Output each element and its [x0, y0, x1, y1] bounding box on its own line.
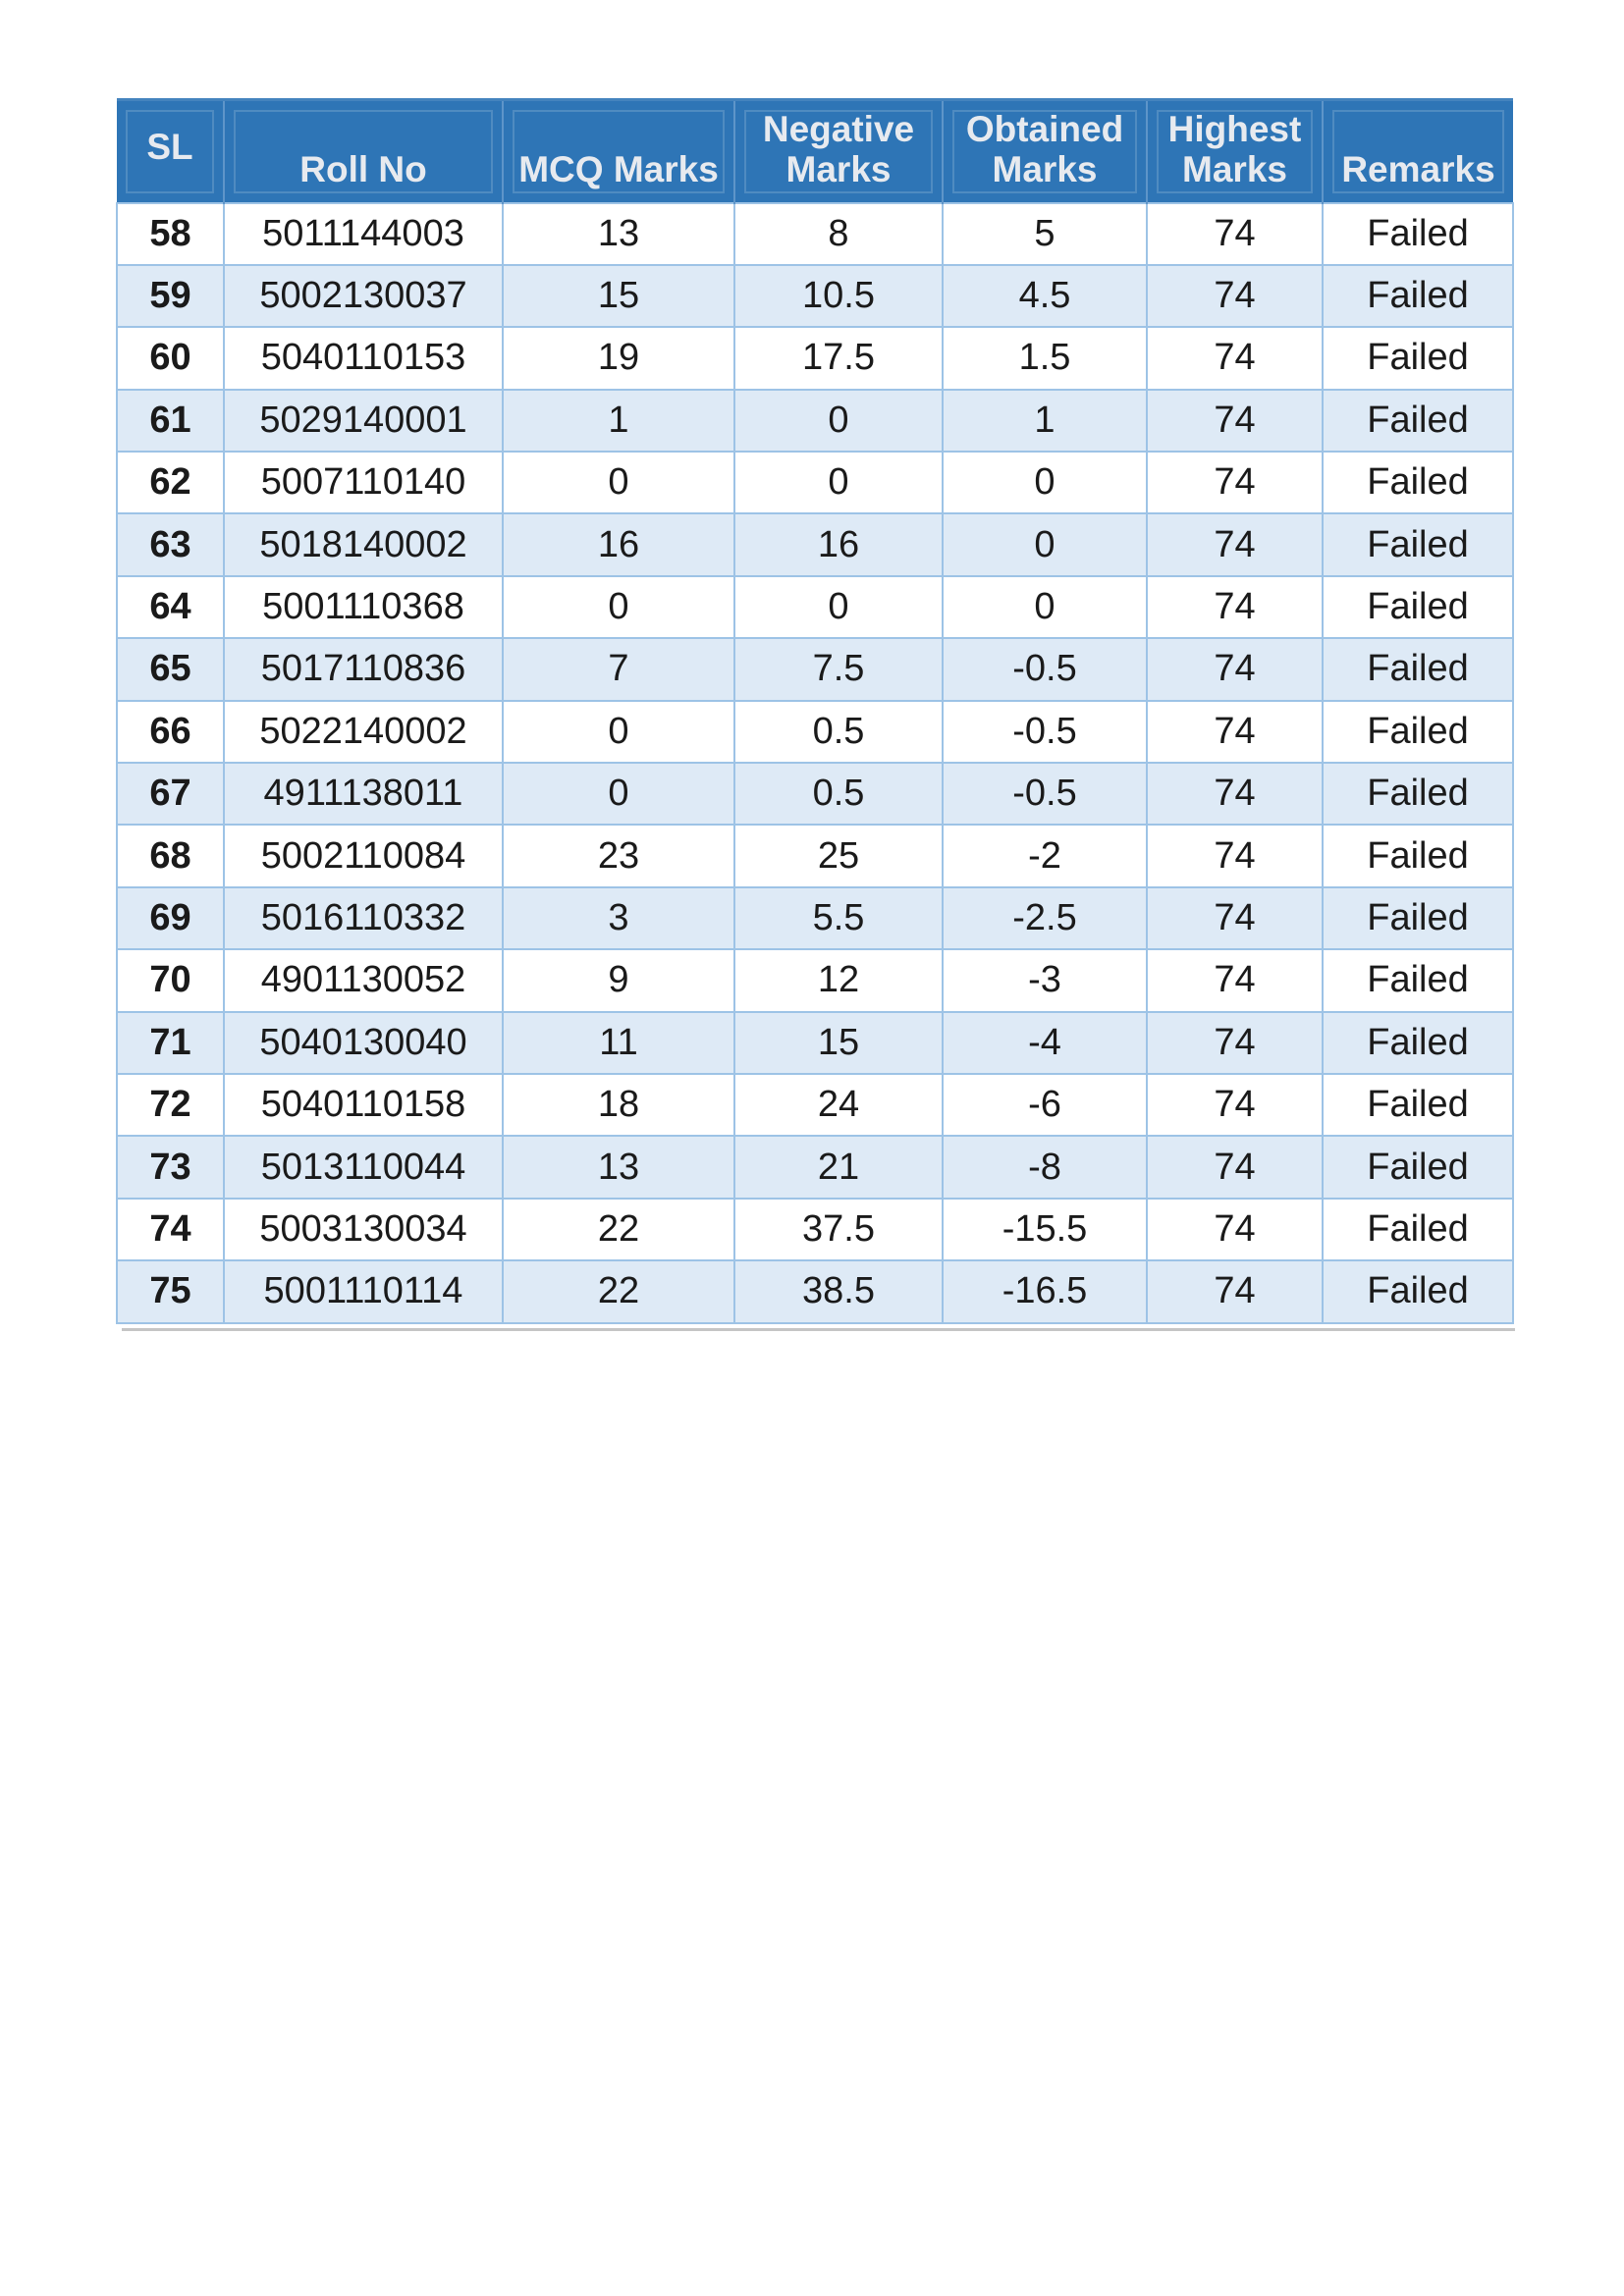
- cell-obtained: -2.5: [943, 887, 1147, 949]
- cell-obtained: -2: [943, 825, 1147, 886]
- cell-obtained: -0.5: [943, 638, 1147, 700]
- cell-mcq: 0: [503, 701, 734, 763]
- cell-remarks: Failed: [1323, 452, 1513, 513]
- cell-sl: 59: [117, 265, 224, 327]
- cell-roll: 5040110158: [224, 1074, 503, 1136]
- cell-roll: 5002110084: [224, 825, 503, 886]
- header-cell-remarks: Remarks: [1323, 100, 1513, 203]
- cell-obtained: -3: [943, 949, 1147, 1011]
- cell-remarks: Failed: [1323, 1136, 1513, 1198]
- results-table: [116, 98, 1512, 1324]
- cell-obtained: 0: [943, 452, 1147, 513]
- table-row: [117, 452, 1513, 513]
- cell-negative: 10.5: [734, 265, 943, 327]
- cell-mcq: 11: [503, 1012, 734, 1074]
- cell-negative: 0.5: [734, 701, 943, 763]
- cell-negative: 8: [734, 203, 943, 265]
- cell-negative: 12: [734, 949, 943, 1011]
- cell-obtained: 0: [943, 576, 1147, 638]
- cell-roll: 5040110153: [224, 327, 503, 389]
- cell-remarks: Failed: [1323, 887, 1513, 949]
- table-row: [117, 701, 1513, 763]
- cell-mcq: 0: [503, 452, 734, 513]
- cell-sl: 60: [117, 327, 224, 389]
- cell-roll: 5001110114: [224, 1260, 503, 1322]
- cell-remarks: Failed: [1323, 576, 1513, 638]
- cell-highest: 74: [1147, 701, 1323, 763]
- table-row: [117, 203, 1513, 265]
- cell-obtained: -6: [943, 1074, 1147, 1136]
- cell-obtained: -16.5: [943, 1260, 1147, 1322]
- cell-negative: 0.5: [734, 763, 943, 825]
- cell-roll: 5003130034: [224, 1199, 503, 1260]
- cell-sl: 68: [117, 825, 224, 886]
- cell-sl: 71: [117, 1012, 224, 1074]
- cell-mcq: 1: [503, 390, 734, 452]
- cell-sl: 66: [117, 701, 224, 763]
- cell-highest: 74: [1147, 763, 1323, 825]
- cell-remarks: Failed: [1323, 701, 1513, 763]
- cell-sl: 63: [117, 513, 224, 575]
- cell-highest: 74: [1147, 513, 1323, 575]
- cell-roll: 5017110836: [224, 638, 503, 700]
- cell-highest: 74: [1147, 1074, 1323, 1136]
- cell-highest: 74: [1147, 825, 1323, 886]
- table-row: [117, 1012, 1513, 1074]
- cell-mcq: 19: [503, 327, 734, 389]
- header-cell-obtained-marks: Obtained Marks: [943, 100, 1147, 203]
- cell-negative: 0: [734, 390, 943, 452]
- cell-negative: 5.5: [734, 887, 943, 949]
- cell-mcq: 15: [503, 265, 734, 327]
- cell-remarks: Failed: [1323, 949, 1513, 1011]
- cell-mcq: 13: [503, 203, 734, 265]
- cell-mcq: 18: [503, 1074, 734, 1136]
- cell-negative: 37.5: [734, 1199, 943, 1260]
- cell-negative: 7.5: [734, 638, 943, 700]
- cell-highest: 74: [1147, 887, 1323, 949]
- cell-obtained: 1.5: [943, 327, 1147, 389]
- header-cell-mcq-marks: MCQ Marks: [503, 100, 734, 203]
- header-row: [117, 100, 1513, 203]
- cell-roll: 4901130052: [224, 949, 503, 1011]
- cell-roll: 5013110044: [224, 1136, 503, 1198]
- cell-sl: 64: [117, 576, 224, 638]
- cell-obtained: -4: [943, 1012, 1147, 1074]
- cell-mcq: 9: [503, 949, 734, 1011]
- cell-mcq: 22: [503, 1199, 734, 1260]
- cell-mcq: 3: [503, 887, 734, 949]
- cell-negative: 17.5: [734, 327, 943, 389]
- cell-obtained: 5: [943, 203, 1147, 265]
- cell-mcq: 0: [503, 576, 734, 638]
- cell-obtained: -15.5: [943, 1199, 1147, 1260]
- cell-mcq: 13: [503, 1136, 734, 1198]
- cell-highest: 74: [1147, 576, 1323, 638]
- cell-sl: 58: [117, 203, 224, 265]
- table-row: [117, 763, 1513, 825]
- header-cell-negative-marks: Negative Marks: [734, 100, 943, 203]
- cell-remarks: Failed: [1323, 513, 1513, 575]
- table-row: [117, 825, 1513, 886]
- cell-highest: 74: [1147, 949, 1323, 1011]
- table-row: [117, 1074, 1513, 1136]
- cell-roll: 5022140002: [224, 701, 503, 763]
- cell-mcq: 16: [503, 513, 734, 575]
- cell-roll: 5016110332: [224, 887, 503, 949]
- cell-obtained: 0: [943, 513, 1147, 575]
- table-row: [117, 949, 1513, 1011]
- cell-negative: 0: [734, 576, 943, 638]
- cell-negative: 16: [734, 513, 943, 575]
- cell-remarks: Failed: [1323, 1260, 1513, 1322]
- cell-highest: 74: [1147, 327, 1323, 389]
- cell-highest: 74: [1147, 265, 1323, 327]
- cell-highest: 74: [1147, 390, 1323, 452]
- cell-highest: 74: [1147, 1136, 1323, 1198]
- cell-roll: 5018140002: [224, 513, 503, 575]
- cell-sl: 65: [117, 638, 224, 700]
- header-cell-roll-no: Roll No: [224, 100, 503, 203]
- cell-roll: 5001110368: [224, 576, 503, 638]
- table-row: [117, 1260, 1513, 1322]
- table-row: [117, 265, 1513, 327]
- cell-roll: 5011144003: [224, 203, 503, 265]
- header-cell-highest-marks: Highest Marks: [1147, 100, 1323, 203]
- cell-highest: 74: [1147, 1012, 1323, 1074]
- cell-obtained: -0.5: [943, 701, 1147, 763]
- cell-remarks: Failed: [1323, 1012, 1513, 1074]
- table-body: [117, 203, 1513, 1323]
- cell-remarks: Failed: [1323, 1074, 1513, 1136]
- cell-sl: 69: [117, 887, 224, 949]
- cell-negative: 15: [734, 1012, 943, 1074]
- cell-remarks: Failed: [1323, 763, 1513, 825]
- cell-highest: 74: [1147, 1199, 1323, 1260]
- cell-remarks: Failed: [1323, 825, 1513, 886]
- table-row: [117, 390, 1513, 452]
- cell-negative: 24: [734, 1074, 943, 1136]
- table-row: [117, 513, 1513, 575]
- cell-roll: 5002130037: [224, 265, 503, 327]
- cell-roll: 5007110140: [224, 452, 503, 513]
- table-row: [117, 638, 1513, 700]
- cell-sl: 75: [117, 1260, 224, 1322]
- cell-sl: 74: [117, 1199, 224, 1260]
- cell-mcq: 23: [503, 825, 734, 886]
- cell-obtained: -0.5: [943, 763, 1147, 825]
- table-row: [117, 887, 1513, 949]
- cell-remarks: Failed: [1323, 1199, 1513, 1260]
- cell-obtained: 4.5: [943, 265, 1147, 327]
- cell-sl: 72: [117, 1074, 224, 1136]
- cell-remarks: Failed: [1323, 265, 1513, 327]
- table-row: [117, 576, 1513, 638]
- header-cell-sl: SL: [117, 100, 224, 203]
- cell-highest: 74: [1147, 1260, 1323, 1322]
- cell-mcq: 7: [503, 638, 734, 700]
- cell-sl: 61: [117, 390, 224, 452]
- cell-remarks: Failed: [1323, 638, 1513, 700]
- cell-roll: 4911138011: [224, 763, 503, 825]
- cell-roll: 5029140001: [224, 390, 503, 452]
- cell-sl: 73: [117, 1136, 224, 1198]
- table-row: [117, 1199, 1513, 1260]
- cell-obtained: -8: [943, 1136, 1147, 1198]
- table-row: [117, 1136, 1513, 1198]
- cell-remarks: Failed: [1323, 327, 1513, 389]
- cell-mcq: 0: [503, 763, 734, 825]
- cell-sl: 70: [117, 949, 224, 1011]
- cell-negative: 25: [734, 825, 943, 886]
- cell-remarks: Failed: [1323, 203, 1513, 265]
- cell-highest: 74: [1147, 638, 1323, 700]
- cell-roll: 5040130040: [224, 1012, 503, 1074]
- cell-obtained: 1: [943, 390, 1147, 452]
- cell-sl: 67: [117, 763, 224, 825]
- cell-negative: 21: [734, 1136, 943, 1198]
- cell-remarks: Failed: [1323, 390, 1513, 452]
- exam-results-table: [116, 98, 1514, 1324]
- cell-negative: 38.5: [734, 1260, 943, 1322]
- table-row: [117, 327, 1513, 389]
- cell-mcq: 22: [503, 1260, 734, 1322]
- cell-highest: 74: [1147, 452, 1323, 513]
- cell-highest: 74: [1147, 203, 1323, 265]
- cell-sl: 62: [117, 452, 224, 513]
- cell-negative: 0: [734, 452, 943, 513]
